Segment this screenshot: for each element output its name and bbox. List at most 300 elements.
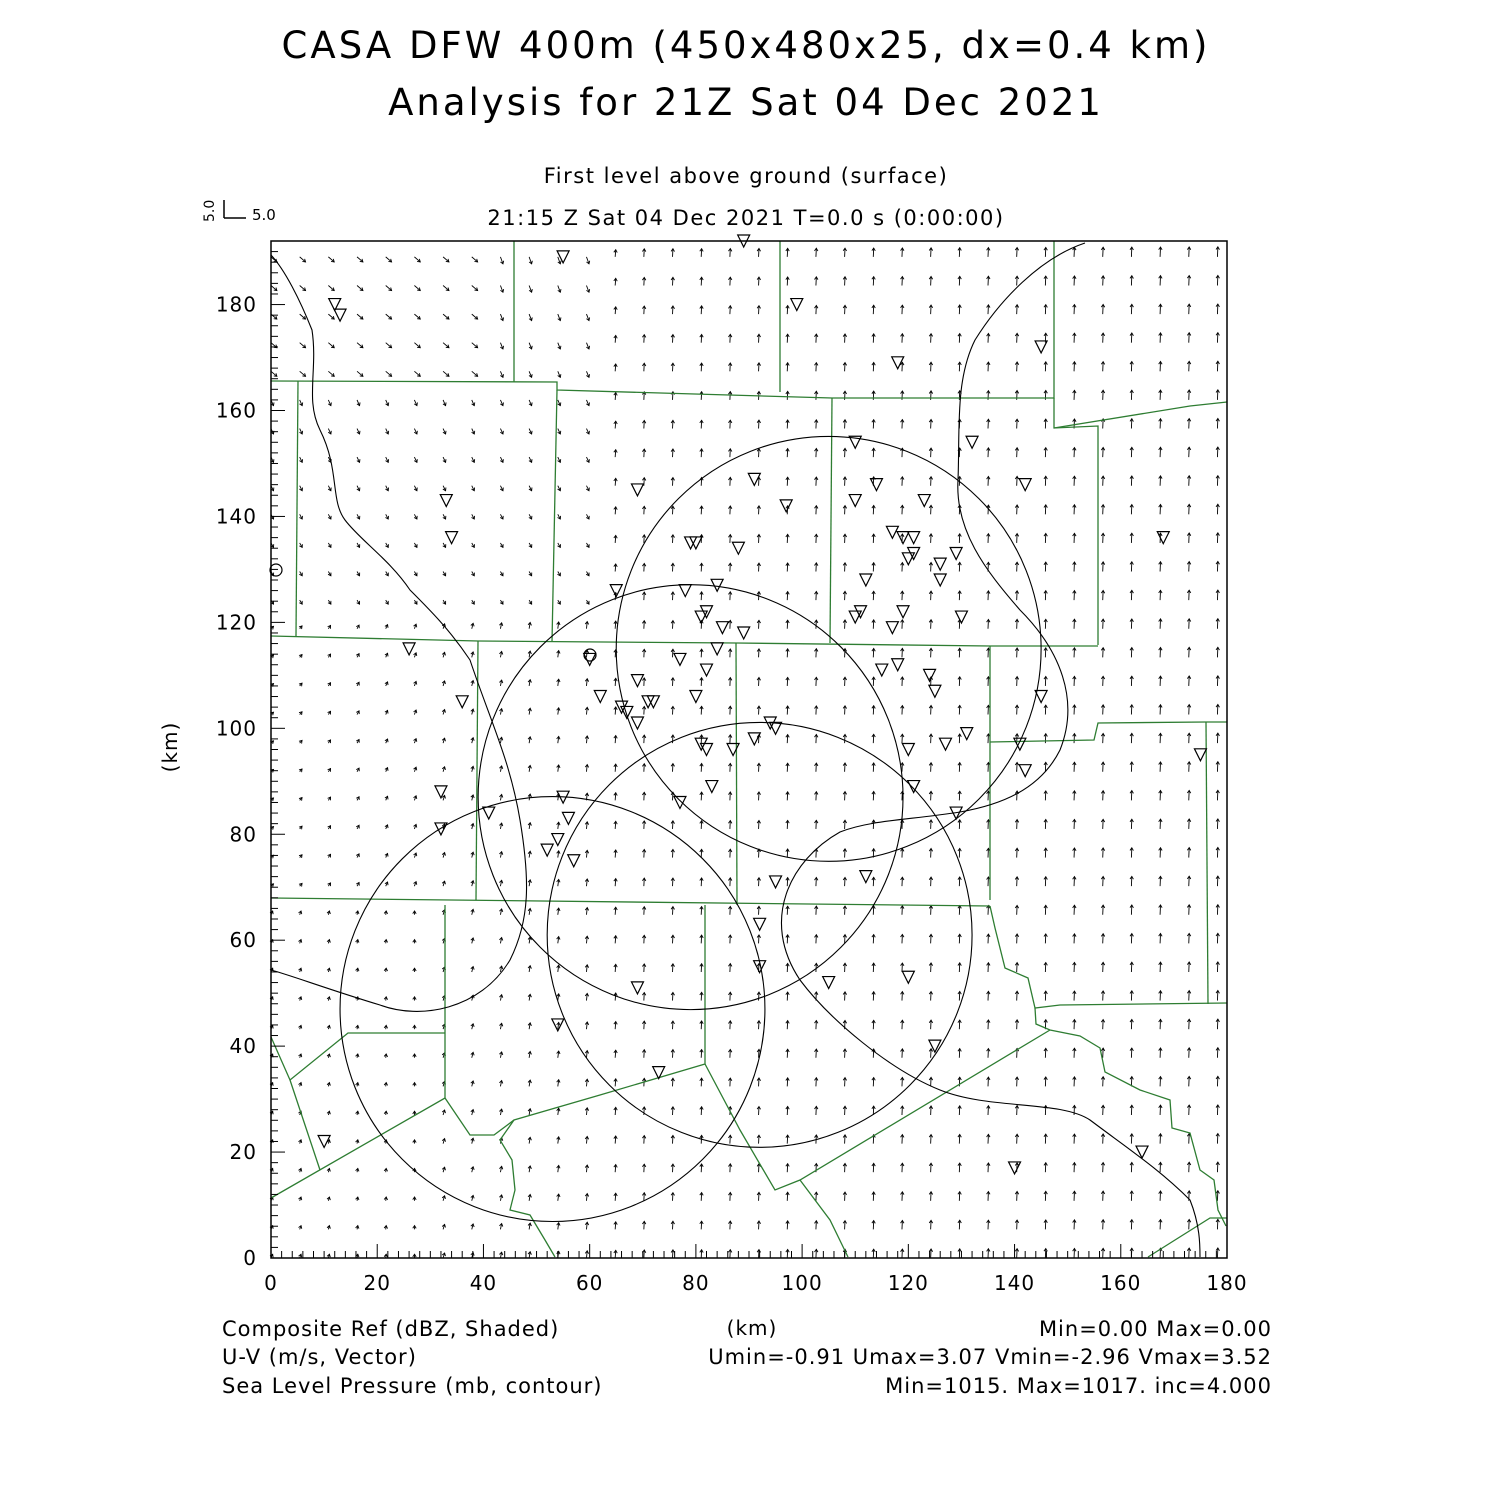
wind-vector (929, 305, 932, 314)
wind-vector (1073, 247, 1076, 257)
wind-vector (872, 763, 875, 772)
station-marker (483, 807, 495, 819)
wind-vector (499, 623, 502, 629)
station-marker (902, 744, 914, 756)
wind-vector (614, 335, 617, 342)
wind-vector (1187, 304, 1190, 314)
wind-vector (1130, 762, 1133, 772)
wind-vector (786, 763, 789, 772)
wind-vector (357, 314, 363, 319)
wind-vector (929, 362, 932, 371)
wind-vector (357, 600, 360, 604)
wind-vector (327, 1025, 330, 1029)
wind-vector (614, 936, 617, 944)
wind-vector (471, 766, 474, 771)
wind-vector (328, 314, 334, 319)
wind-vector (385, 514, 388, 519)
wind-vector (500, 600, 503, 604)
wind-vector (929, 1020, 932, 1029)
x-tick-label: 60 (575, 1271, 604, 1295)
wind-vector (728, 592, 731, 600)
wind-vector (500, 257, 503, 264)
map-area (270, 235, 1227, 1258)
wind-vector (1101, 1105, 1104, 1115)
wind-vector (1130, 876, 1133, 886)
wind-vector (300, 343, 306, 348)
wind-vector (814, 420, 817, 429)
wind-vector (585, 993, 588, 1000)
wind-vector (614, 250, 617, 257)
wind-vector (1159, 390, 1162, 400)
wind-vector (356, 911, 359, 915)
wind-vector (786, 935, 789, 944)
wind-vector (356, 768, 359, 772)
wind-vector (1101, 877, 1104, 887)
wind-vector (1216, 561, 1219, 571)
wind-vector (1130, 1191, 1133, 1201)
wind-vector (872, 248, 875, 257)
x-tick-label: 40 (469, 1271, 498, 1295)
wind-vector (757, 420, 760, 428)
wind-vector (872, 1020, 875, 1029)
wind-vector (529, 429, 532, 434)
wind-vector (528, 680, 531, 686)
wind-vector (558, 285, 561, 292)
wind-vector (585, 908, 588, 915)
wind-vector (872, 992, 875, 1001)
wind-vector (1187, 447, 1190, 457)
wind-vector (728, 649, 731, 657)
wind-vector (414, 457, 417, 462)
wind-vector (843, 620, 846, 629)
wind-vector (414, 543, 417, 547)
wind-vector (1159, 819, 1162, 829)
wind-vector (700, 363, 703, 371)
wind-vector (987, 419, 990, 428)
station-marker (701, 664, 713, 676)
wind-vector (1187, 247, 1190, 257)
wind-vector (414, 429, 417, 434)
wind-vector (385, 710, 388, 714)
wind-vector (614, 307, 617, 314)
wind-vector (1044, 934, 1047, 943)
wind-vector (814, 477, 817, 486)
wind-vector (472, 314, 478, 319)
wind-vector (1216, 247, 1219, 257)
wind-vector (901, 477, 904, 486)
wind-vector (1015, 963, 1018, 972)
wind-vector (642, 792, 645, 800)
figure-title-line1: CASA DFW 400m (450x480x25, dx=0.4 km) (281, 24, 1211, 67)
wind-vector (500, 343, 503, 349)
wind-vector (987, 305, 990, 314)
station-marker (950, 548, 962, 560)
wind-vector (843, 477, 846, 486)
wind-vector (614, 1079, 617, 1087)
station-marker (823, 977, 835, 989)
wind-vector (328, 343, 334, 348)
wind-vector (671, 935, 674, 943)
wind-vector (929, 906, 932, 915)
wind-vector (728, 735, 731, 743)
wind-vector (872, 620, 875, 629)
wind-vector (414, 486, 417, 491)
wind-vector (1101, 447, 1104, 457)
wind-vector (1101, 905, 1104, 915)
wind-vector (757, 821, 760, 829)
wind-vector (386, 457, 389, 462)
wind-vector (642, 735, 645, 743)
wind-vector (384, 1168, 387, 1172)
wind-vector (357, 343, 363, 348)
wind-vector (958, 820, 961, 829)
wind-vector (1101, 819, 1104, 829)
wind-vector (1044, 848, 1047, 857)
wind-vector (1073, 1134, 1076, 1144)
wind-vector (786, 1049, 789, 1058)
radar-range-rings (340, 436, 1041, 1221)
wind-vector (385, 572, 388, 576)
wind-vector (700, 1250, 703, 1258)
wind-vector (385, 600, 388, 604)
y-tick-label: 120 (215, 610, 257, 635)
wind-vector (1015, 762, 1018, 771)
wind-vector (472, 429, 475, 434)
wind-vector (528, 1137, 531, 1143)
wind-vector (585, 1022, 588, 1029)
wind-vector (328, 654, 331, 657)
station-marker (727, 744, 739, 756)
station-marker (541, 844, 553, 856)
wind-vector (728, 1049, 731, 1057)
wind-vector (1101, 505, 1104, 515)
wind-vector (414, 853, 417, 858)
wind-vector (614, 507, 617, 514)
wind-vector (471, 600, 474, 604)
wind-vector (528, 1109, 531, 1115)
wind-vector (1187, 476, 1190, 486)
station-marker (1157, 532, 1169, 544)
wind-vector (1015, 991, 1018, 1000)
wind-vector (987, 448, 990, 457)
wind-vector (1130, 505, 1133, 515)
wind-vector (557, 1165, 560, 1172)
wind-vector (1159, 476, 1162, 486)
wind-vector (414, 400, 417, 406)
wind-vector (1015, 476, 1018, 485)
wind-vector (614, 764, 617, 772)
wind-vector (987, 1077, 990, 1086)
wind-vector (299, 683, 302, 686)
wind-vector (327, 1197, 330, 1201)
wind-vector (585, 1251, 588, 1258)
wind-vector (528, 1223, 531, 1229)
wind-vector (700, 992, 703, 1000)
wind-vector (357, 486, 360, 491)
wind-vector (1216, 304, 1219, 314)
station-marker (908, 781, 920, 793)
wind-vector (327, 940, 330, 944)
wind-vector (728, 1221, 731, 1229)
wind-vector (384, 1083, 387, 1087)
wind-vector (671, 249, 674, 257)
wind-vector (1015, 276, 1018, 285)
wind-vector (328, 769, 331, 772)
wind-vector (614, 393, 617, 400)
wind-vector (1130, 791, 1133, 801)
wind-vector (757, 277, 760, 285)
wind-vector (987, 362, 990, 371)
wind-vector (901, 1135, 904, 1144)
station-marker (1194, 749, 1206, 761)
wind-vector (786, 391, 789, 400)
wind-vector (814, 448, 817, 457)
wind-vector (642, 1164, 645, 1172)
x-tick-label: 180 (1206, 1271, 1248, 1295)
wind-vector (472, 343, 478, 348)
wind-vector (1216, 333, 1219, 343)
wind-vector (585, 1136, 588, 1143)
wind-vector (728, 535, 731, 543)
wind-vector (1216, 790, 1219, 800)
wind-vector (929, 534, 932, 543)
wind-vector (901, 1077, 904, 1086)
wind-vector (384, 1197, 387, 1201)
wind-vector (557, 937, 560, 944)
wind-vector (901, 706, 904, 715)
wind-vector (1073, 533, 1076, 543)
station-marker (334, 309, 346, 321)
wind-vector (1044, 991, 1047, 1000)
wind-vector (328, 257, 334, 262)
wind-vector (299, 798, 302, 801)
wind-vector (529, 257, 532, 264)
wind-vector (901, 877, 904, 886)
station-marker (679, 585, 691, 597)
wind-vector (1015, 505, 1018, 514)
station-marker (440, 495, 452, 507)
wind-vector (328, 854, 331, 857)
wind-vector (872, 563, 875, 572)
wind-vector (1044, 276, 1047, 285)
wind-vector (1187, 590, 1190, 600)
wind-vector (757, 649, 760, 657)
wind-vector (528, 622, 531, 628)
wind-vector (958, 705, 961, 714)
wind-vector (728, 334, 731, 342)
wind-vector (1159, 1162, 1162, 1172)
wind-vector (442, 1224, 445, 1229)
wind-vector (1159, 333, 1162, 343)
wind-vector (500, 543, 503, 547)
wind-vector (671, 1250, 674, 1258)
wind-vector (728, 477, 731, 485)
wind-vector (1101, 333, 1104, 343)
station-marker (1136, 1146, 1148, 1158)
wind-vector (299, 1140, 302, 1144)
wind-vector (328, 486, 331, 491)
wind-vector (700, 1193, 703, 1201)
wind-vector (299, 655, 302, 658)
wind-vector (786, 449, 789, 458)
wind-vector (958, 906, 961, 915)
wind-vector (1044, 1134, 1047, 1143)
wind-vector (499, 880, 502, 886)
wind-vector (528, 1195, 531, 1201)
wind-vector (386, 429, 389, 434)
station-marker (446, 532, 458, 544)
wind-vector (1159, 590, 1162, 600)
wind-vector (1130, 1019, 1133, 1029)
wind-vector (987, 1220, 990, 1229)
wind-vector (958, 591, 961, 600)
wind-vector (499, 938, 502, 944)
wind-vector (500, 514, 503, 519)
wind-vector (1073, 1048, 1076, 1058)
wind-vector (443, 600, 446, 604)
footer-pressure-stats: Min=1015. Max=1017. inc=4.000 (885, 1374, 1272, 1398)
wind-vector (328, 371, 334, 376)
wind-vector (757, 1078, 760, 1086)
wind-vector (614, 1250, 617, 1258)
wind-vector (671, 849, 674, 857)
wind-vector (901, 620, 904, 629)
wind-vector (472, 285, 478, 290)
wind-vector (558, 486, 561, 491)
wind-vector (671, 277, 674, 285)
wind-vector (1216, 275, 1219, 285)
wind-vector (1073, 1220, 1076, 1230)
station-marker (897, 532, 909, 544)
wind-vector (499, 1052, 502, 1058)
wind-vector (1216, 962, 1219, 972)
wind-vector (700, 420, 703, 428)
wind-vector (901, 1249, 904, 1258)
wind-vector (671, 907, 674, 915)
wind-vector (585, 1079, 588, 1086)
wind-vector (814, 677, 817, 686)
wind-vector (786, 563, 789, 572)
wind-vector (386, 285, 392, 290)
wind-vector (1044, 820, 1047, 829)
wind-vector (1159, 562, 1162, 572)
wind-vector (557, 1194, 560, 1201)
wind-vector (500, 486, 503, 491)
wind-vector (529, 285, 532, 292)
wind-vector (356, 1054, 359, 1058)
wind-vector (1073, 819, 1076, 829)
wind-vector (385, 543, 388, 547)
station-marker (568, 855, 580, 867)
wind-vector (614, 907, 617, 915)
wind-vector (585, 1165, 588, 1172)
wind-vector (299, 740, 302, 743)
wind-vector (586, 486, 589, 491)
wind-vector (1159, 619, 1162, 629)
wind-vector (958, 1049, 961, 1058)
wind-vector (1101, 1134, 1104, 1144)
wind-vector (414, 882, 417, 887)
wind-vector (814, 649, 817, 658)
wind-vector (1015, 305, 1018, 314)
wind-vector (1159, 647, 1162, 657)
wind-vector (843, 506, 846, 515)
wind-vector (958, 848, 961, 857)
wind-vector (814, 763, 817, 772)
wind-vector (528, 908, 531, 914)
wind-vector (642, 335, 645, 343)
wind-vector (786, 1192, 789, 1201)
wind-vector (557, 572, 560, 576)
wind-vector (958, 248, 961, 257)
wind-vector (843, 706, 846, 715)
wind-vector (557, 1108, 560, 1115)
wind-vector (357, 457, 360, 462)
wind-vector (1015, 905, 1018, 914)
wind-vector (585, 707, 588, 714)
wind-vector (929, 562, 932, 571)
wind-vector (814, 1078, 817, 1087)
wind-vector (1015, 534, 1018, 543)
wind-vector (385, 882, 388, 886)
station-marker (631, 982, 643, 994)
wind-vector (843, 963, 846, 972)
wind-vector (958, 1020, 961, 1029)
wind-vector (786, 849, 789, 858)
wind-vector (1130, 648, 1133, 658)
wind-vector (872, 277, 875, 286)
wind-vector (1187, 876, 1190, 886)
wind-vector (614, 736, 617, 744)
wind-vector (1216, 418, 1219, 428)
wind-vector (586, 343, 589, 349)
station-marker (860, 574, 872, 586)
wind-vector (356, 1226, 359, 1230)
wind-vector (642, 878, 645, 886)
wind-vector (958, 334, 961, 343)
wind-vector (642, 1136, 645, 1144)
station-marker (1035, 341, 1047, 353)
wind-vector (558, 514, 561, 519)
wind-vector (872, 706, 875, 715)
wind-vector (1130, 419, 1133, 429)
station-marker (860, 871, 872, 883)
x-tick-label: 120 (887, 1271, 929, 1295)
wind-vector (442, 795, 445, 800)
x-tick-label: 160 (1100, 1271, 1142, 1295)
wind-vector (357, 371, 363, 376)
wind-vector (728, 792, 731, 800)
wind-vector (1101, 676, 1104, 686)
wind-vector (1159, 733, 1162, 743)
station-marker (918, 495, 930, 507)
wind-vector (642, 764, 645, 772)
wind-vector (671, 1078, 674, 1086)
wind-vector (1216, 647, 1219, 657)
wind-vector (472, 457, 475, 462)
wind-vector (529, 543, 532, 547)
wind-vector (471, 709, 474, 714)
wind-vector (385, 768, 388, 772)
wind-vector (299, 514, 302, 519)
wind-vector (958, 1134, 961, 1143)
wind-vector (357, 285, 363, 290)
wind-vector (814, 906, 817, 915)
wind-vector (757, 363, 760, 371)
wind-vector (557, 851, 560, 858)
wind-vector (328, 285, 334, 290)
wind-vector (443, 314, 449, 319)
